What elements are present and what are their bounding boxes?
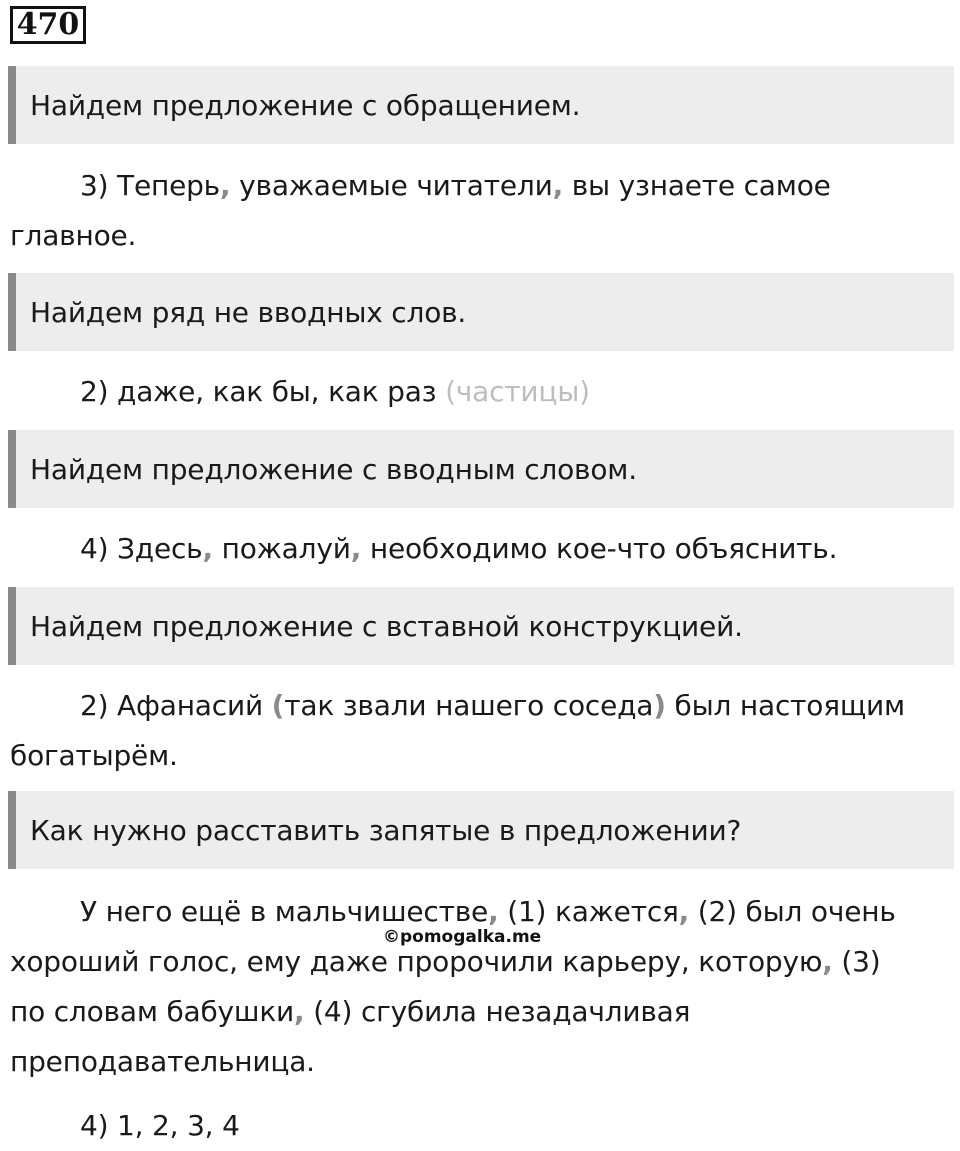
highlighted-comma: , xyxy=(220,169,231,202)
highlighted-comma: , xyxy=(552,169,564,202)
answer-text: по словам бабушки xyxy=(10,995,295,1028)
answer-text: необходимо кое-что объяснить. xyxy=(369,532,838,565)
answer-line: 4) 1, 2, 3, 4 xyxy=(80,1109,240,1142)
answer-number: 4) xyxy=(80,532,109,565)
answer-text: Афанасий xyxy=(117,689,263,722)
answer-text: (4) сгубила незадачливая xyxy=(313,995,691,1028)
answer-text: пожалуй xyxy=(221,532,351,565)
answer-result xyxy=(10,1101,950,1151)
answer-line xyxy=(10,681,950,731)
answer-line: преподавательница. xyxy=(10,1045,315,1078)
answer-text: Теперь xyxy=(117,169,220,202)
answer-text: был настоящим xyxy=(674,689,905,722)
watermark: ©pomogalka.me xyxy=(383,927,542,947)
highlighted-paren: ) xyxy=(653,689,666,722)
highlighted-comma: , xyxy=(350,532,362,565)
answer-text: (3) xyxy=(841,945,881,978)
answer-line xyxy=(10,367,950,417)
highlighted-paren: ( xyxy=(271,689,285,722)
answer-line xyxy=(10,161,950,211)
answer xyxy=(10,367,950,417)
question-bar xyxy=(8,273,954,351)
answer xyxy=(10,161,950,261)
answer-text: (2) был очень xyxy=(697,895,896,928)
answer-note: (частицы) xyxy=(445,375,590,408)
answer-number: 3) xyxy=(80,169,109,202)
answer xyxy=(10,681,950,781)
question-bar xyxy=(8,430,954,508)
answer-line xyxy=(10,524,950,574)
question-bar xyxy=(8,587,954,665)
answer-text: так звали нашего соседа xyxy=(284,689,654,722)
answer-text: вы узнаете самое xyxy=(571,169,831,202)
answer-text: У него ещё в мальчишестве xyxy=(80,895,489,928)
question-text: Найдем ряд не вводных слов. xyxy=(30,295,467,329)
highlighted-comma: , xyxy=(678,895,690,928)
highlighted-comma: , xyxy=(488,895,499,928)
answer xyxy=(10,524,950,574)
answer-text: Здесь xyxy=(117,532,203,565)
task-number: 470 xyxy=(10,6,86,44)
question-text: Найдем предложение с вставной конструкцией. xyxy=(30,609,743,643)
question-text: Как нужно расставить запятые в предложении? xyxy=(30,813,742,847)
highlighted-comma: , xyxy=(294,995,305,1028)
highlighted-comma: , xyxy=(822,945,833,978)
answer-line: богатырём. xyxy=(10,739,178,772)
answer-text: хороший голос, ему даже пророчили карьеру, которую xyxy=(10,945,823,978)
answer-line xyxy=(10,987,950,1037)
question-text: Найдем предложение с вводным словом. xyxy=(30,452,637,486)
answer-text: 2) даже, как бы, как раз xyxy=(80,375,437,408)
question-bar xyxy=(8,66,954,144)
answer-line: главное. xyxy=(10,219,137,252)
question-text: Найдем предложение с обращением. xyxy=(30,88,581,122)
question-bar xyxy=(8,791,954,869)
answer-text: уважаемые читатели xyxy=(239,169,553,202)
answer-number: 2) xyxy=(80,689,109,722)
highlighted-comma: , xyxy=(202,532,213,565)
answer xyxy=(10,887,950,1087)
answer-text: (1) кажется xyxy=(507,895,679,928)
